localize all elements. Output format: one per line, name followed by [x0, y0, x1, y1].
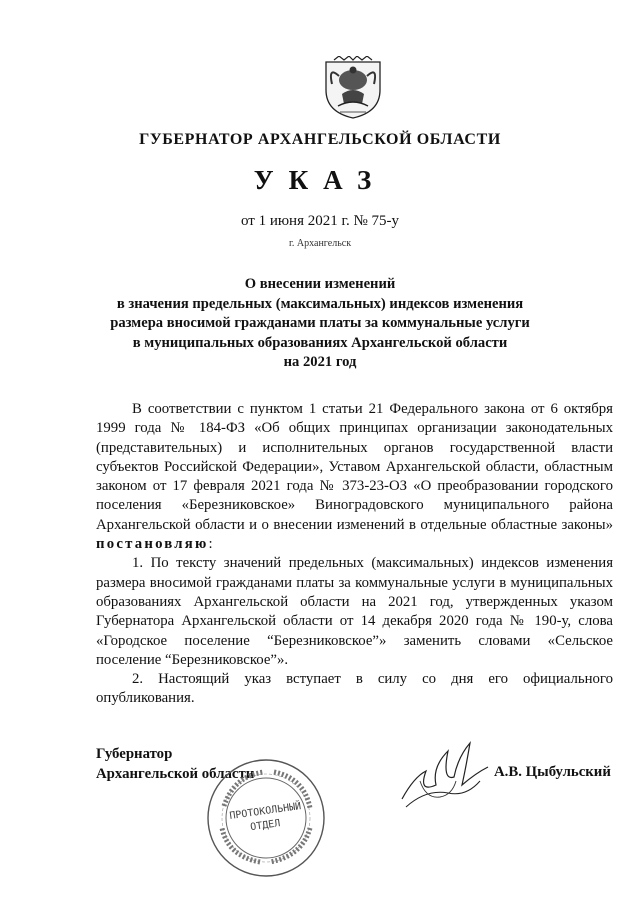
document-type: УКАЗ: [253, 165, 387, 195]
item-1-paragraph: 1. По тексту значений предельных (максимальных) индексов изменения размера вносимой гражданами платы за коммунальные услуги в муниципальных образованиях Архангельской области на 2021 год, утвержденных указом Губернатора Архангельской области от 14 декабря 2020 года № 190-у, слова «Городское поселение “Березниковское”» заменить словами «Сельское поселение “Березниковское”».: [96, 555, 613, 668]
preamble-text: В соответствии с пунктом 1 статьи 21 Федерального закона от 6 октября 1999 года № 184-ФЗ «Об общих принципах организации законодательных (представительных) и исполнительных органов государственной власти субъектов Российской Федерации», Уставом Архангельской области, областным законом от 17 февраля 2021 года № 373-23-ОЗ «О преобразовании городского поселения «Березниковское» Виноградовского муниципального района Архангельской области и о внесении изменений в отдельные областные законы»: [96, 401, 613, 533]
title-line: на 2021 год: [283, 354, 357, 370]
item-2-paragraph: 2. Настоящий указ вступает в силу со дня его официального опубликования.: [96, 671, 613, 707]
issuing-authority: ГУБЕРНАТОР АРХАНГЕЛЬСКОЙ ОБЛАСТИ: [139, 131, 501, 148]
document-place: г. Архангельск: [288, 238, 352, 249]
document-title: [60, 275, 580, 373]
stamp-text-line: ОТДЕЛ: [249, 818, 282, 834]
title-line: в муниципальных образованиях Архангельской области: [132, 334, 508, 351]
title-line: в значения предельных (максимальных) индексов изменения: [116, 295, 524, 312]
official-stamp: [204, 756, 328, 880]
title-line: О внесении изменений: [244, 276, 396, 292]
title-line: размера вносимой гражданами платы за коммунальные услуги: [110, 315, 530, 331]
document-body: [96, 400, 613, 709]
preamble-paragraph: [96, 400, 613, 554]
handwritten-signature: [396, 737, 496, 817]
signatory-role-line: Губернатор: [96, 746, 173, 762]
decree-colon: :: [208, 536, 213, 553]
coat-of-arms-emblem: [318, 56, 388, 120]
signatory-name: А.В. Цыбульский: [494, 764, 611, 780]
signatory-role-line: Архангельской области: [96, 765, 255, 782]
decree-word: постановляю: [96, 536, 209, 553]
document-date-number: от 1 июня 2021 г. № 75-у: [240, 213, 400, 229]
stamp-text-line: ПРОТОКОЛЬНЫЙ: [228, 801, 302, 823]
